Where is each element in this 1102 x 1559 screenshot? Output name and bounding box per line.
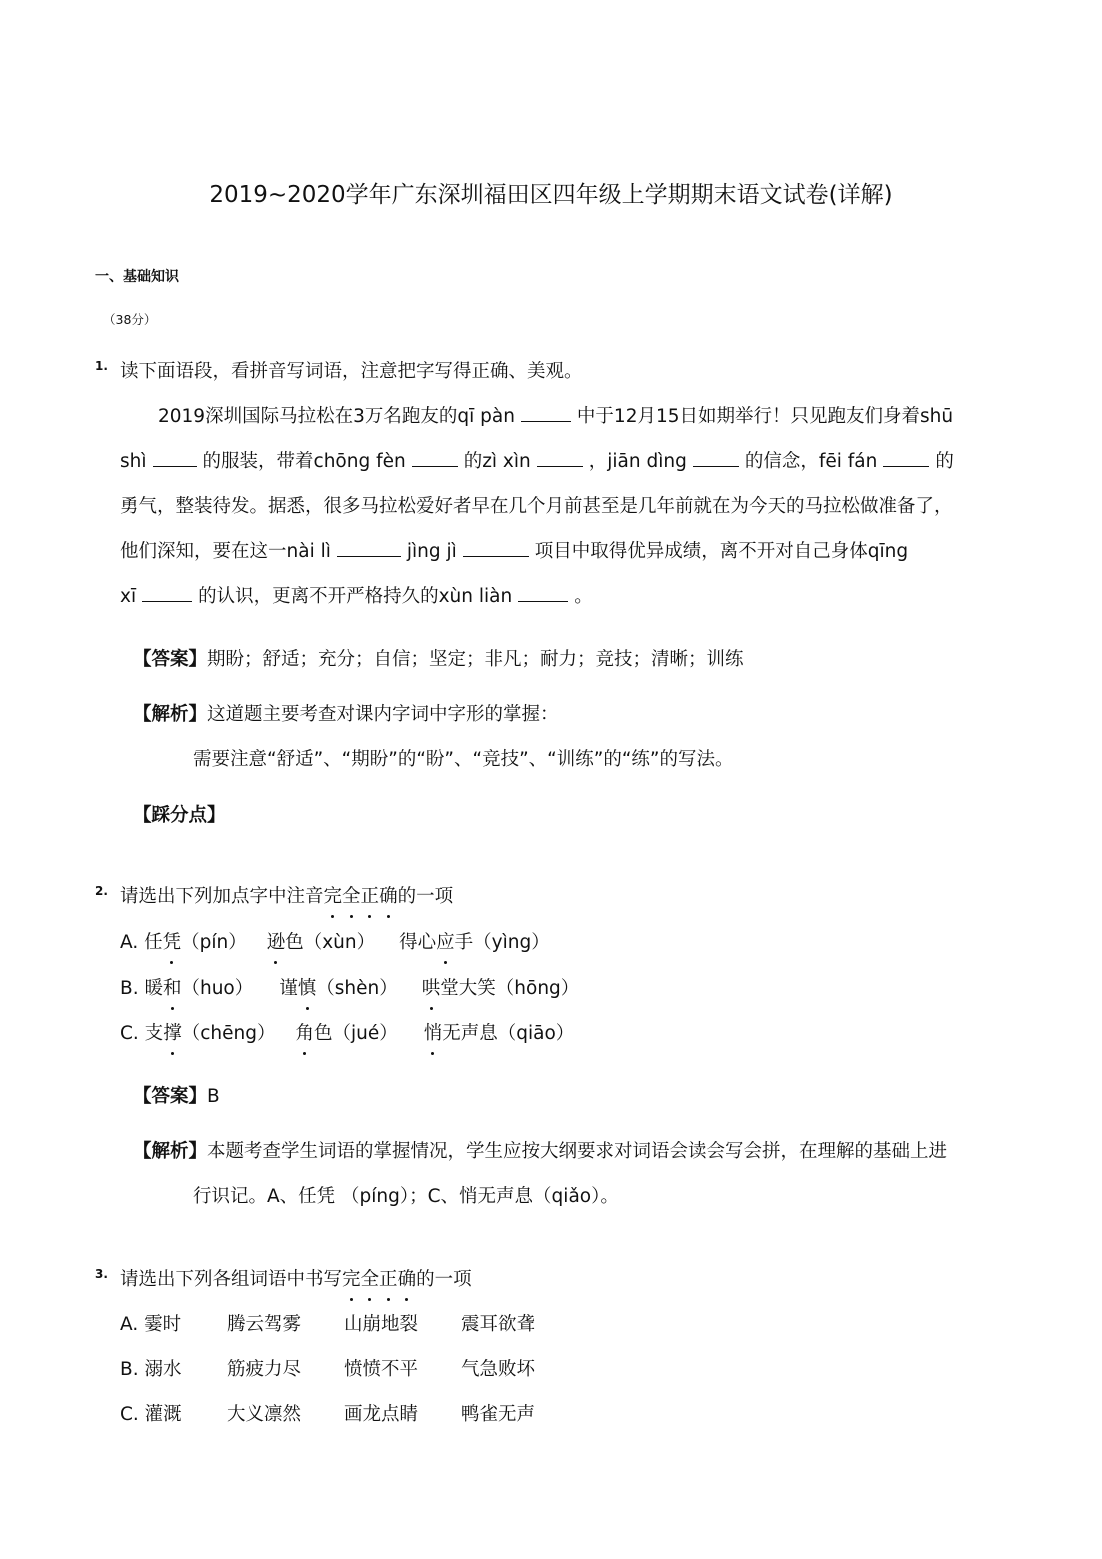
answer-blank[interactable] <box>412 448 458 467</box>
analysis-row <box>133 701 559 729</box>
analysis-label: 【解析】 <box>133 704 208 725</box>
answer-label: 【答案】 <box>133 1086 208 1107</box>
analysis-text: 本题考查学生词语的掌握情况，学生应按大纲要求对词语会读会写会拼，在理解的基础上进 <box>207 1141 948 1162</box>
answer-text: B <box>207 1086 220 1107</box>
question-number: 1. <box>95 359 108 373</box>
option-c[interactable]: C. 灌溉 大义凛然 画龙点睛 鸭雀无声 <box>120 1404 536 1425</box>
passage-line-2: shì 的服装，带着chōng fèn 的zì xìn ，jiān dìng 的信念，fēi fán 的 <box>120 448 954 476</box>
answer-blank[interactable] <box>693 448 739 467</box>
option-b[interactable]: B. 溺水 筋疲力尽 愤愤不平 气急败坏 <box>120 1359 536 1380</box>
passage-line-1: 2019深圳国际马拉松在3万名跑友的qī pàn 中于12月15日如期举行！只见跑友们身着shū <box>158 403 953 431</box>
passage-line-4: 他们深知，要在这一nài lì jìng jì 项目中取得优异成绩，离不开对自己身体qīng <box>120 538 908 566</box>
analysis-text: 这道题主要考查对课内字词中字形的掌握： <box>207 704 559 725</box>
question-number: 2. <box>95 884 108 898</box>
answer-label: 【答案】 <box>133 649 208 670</box>
question-number: 3. <box>95 1267 108 1281</box>
answer-blank[interactable] <box>521 403 571 422</box>
option-a[interactable]: A. 霎时 腾云驾雾 山崩地裂 震耳欲聋 <box>120 1314 536 1335</box>
answer-blank[interactable] <box>142 583 192 602</box>
answer-blank[interactable] <box>518 583 568 602</box>
section-score: （38分） <box>103 312 157 327</box>
answer-blank[interactable] <box>883 448 929 467</box>
answer-blank[interactable] <box>337 538 401 557</box>
answer-blank[interactable] <box>537 448 583 467</box>
answer-blank[interactable] <box>463 538 529 557</box>
answer-blank[interactable] <box>153 448 197 467</box>
passage-line-3: 勇气，整装待发。据悉，很多马拉松爱好者早在几个月前甚至是几年前就在为今天的马拉松做准备了， <box>120 496 953 517</box>
passage-line-5: xī 的认识，更离不开严格持久的xùn liàn 。 <box>120 583 593 611</box>
option-c[interactable]: C. 支撑（chēng） 角色（jué） 悄无声息（qiāo） <box>120 1020 574 1048</box>
analysis-label: 【解析】 <box>133 1141 208 1162</box>
pitfall-label: 【踩分点】 <box>133 805 226 826</box>
question-prompt: 请选出下列各组词语中书写完全正确的一项 <box>120 1266 472 1294</box>
question-prompt: 请选出下列加点字中注音完全正确的一项 <box>120 883 453 911</box>
option-b[interactable]: B. 暖和（huo） 谨慎（shèn） 哄堂大笑（hōng） <box>120 975 579 1003</box>
section-heading: 一、基础知识 <box>95 269 179 285</box>
question-prompt: 读下面语段，看拼音写词语，注意把字写得正确、美观。 <box>120 361 583 382</box>
answer-text: 期盼；舒适；充分；自信；坚定；非凡；耐力；竞技；清晰；训练 <box>207 649 744 670</box>
answer-row <box>133 1083 220 1111</box>
analysis-row <box>133 1138 947 1166</box>
answer-row <box>133 646 744 674</box>
analysis-text-2: 行识记。A、任凭 （píng）；C、悄无声息（qiǎo）。 <box>193 1186 619 1207</box>
page-title: 2019~2020学年广东深圳福田区四年级上学期期末语文试卷(详解) <box>209 182 893 208</box>
option-a[interactable]: A. 任凭（pín） 逊色（xùn） 得心应手（yìng） <box>120 929 550 957</box>
analysis-text-2: 需要注意“舒适”、“期盼”的“盼”、“竞技”、“训练”的“练”的写法。 <box>193 749 734 770</box>
